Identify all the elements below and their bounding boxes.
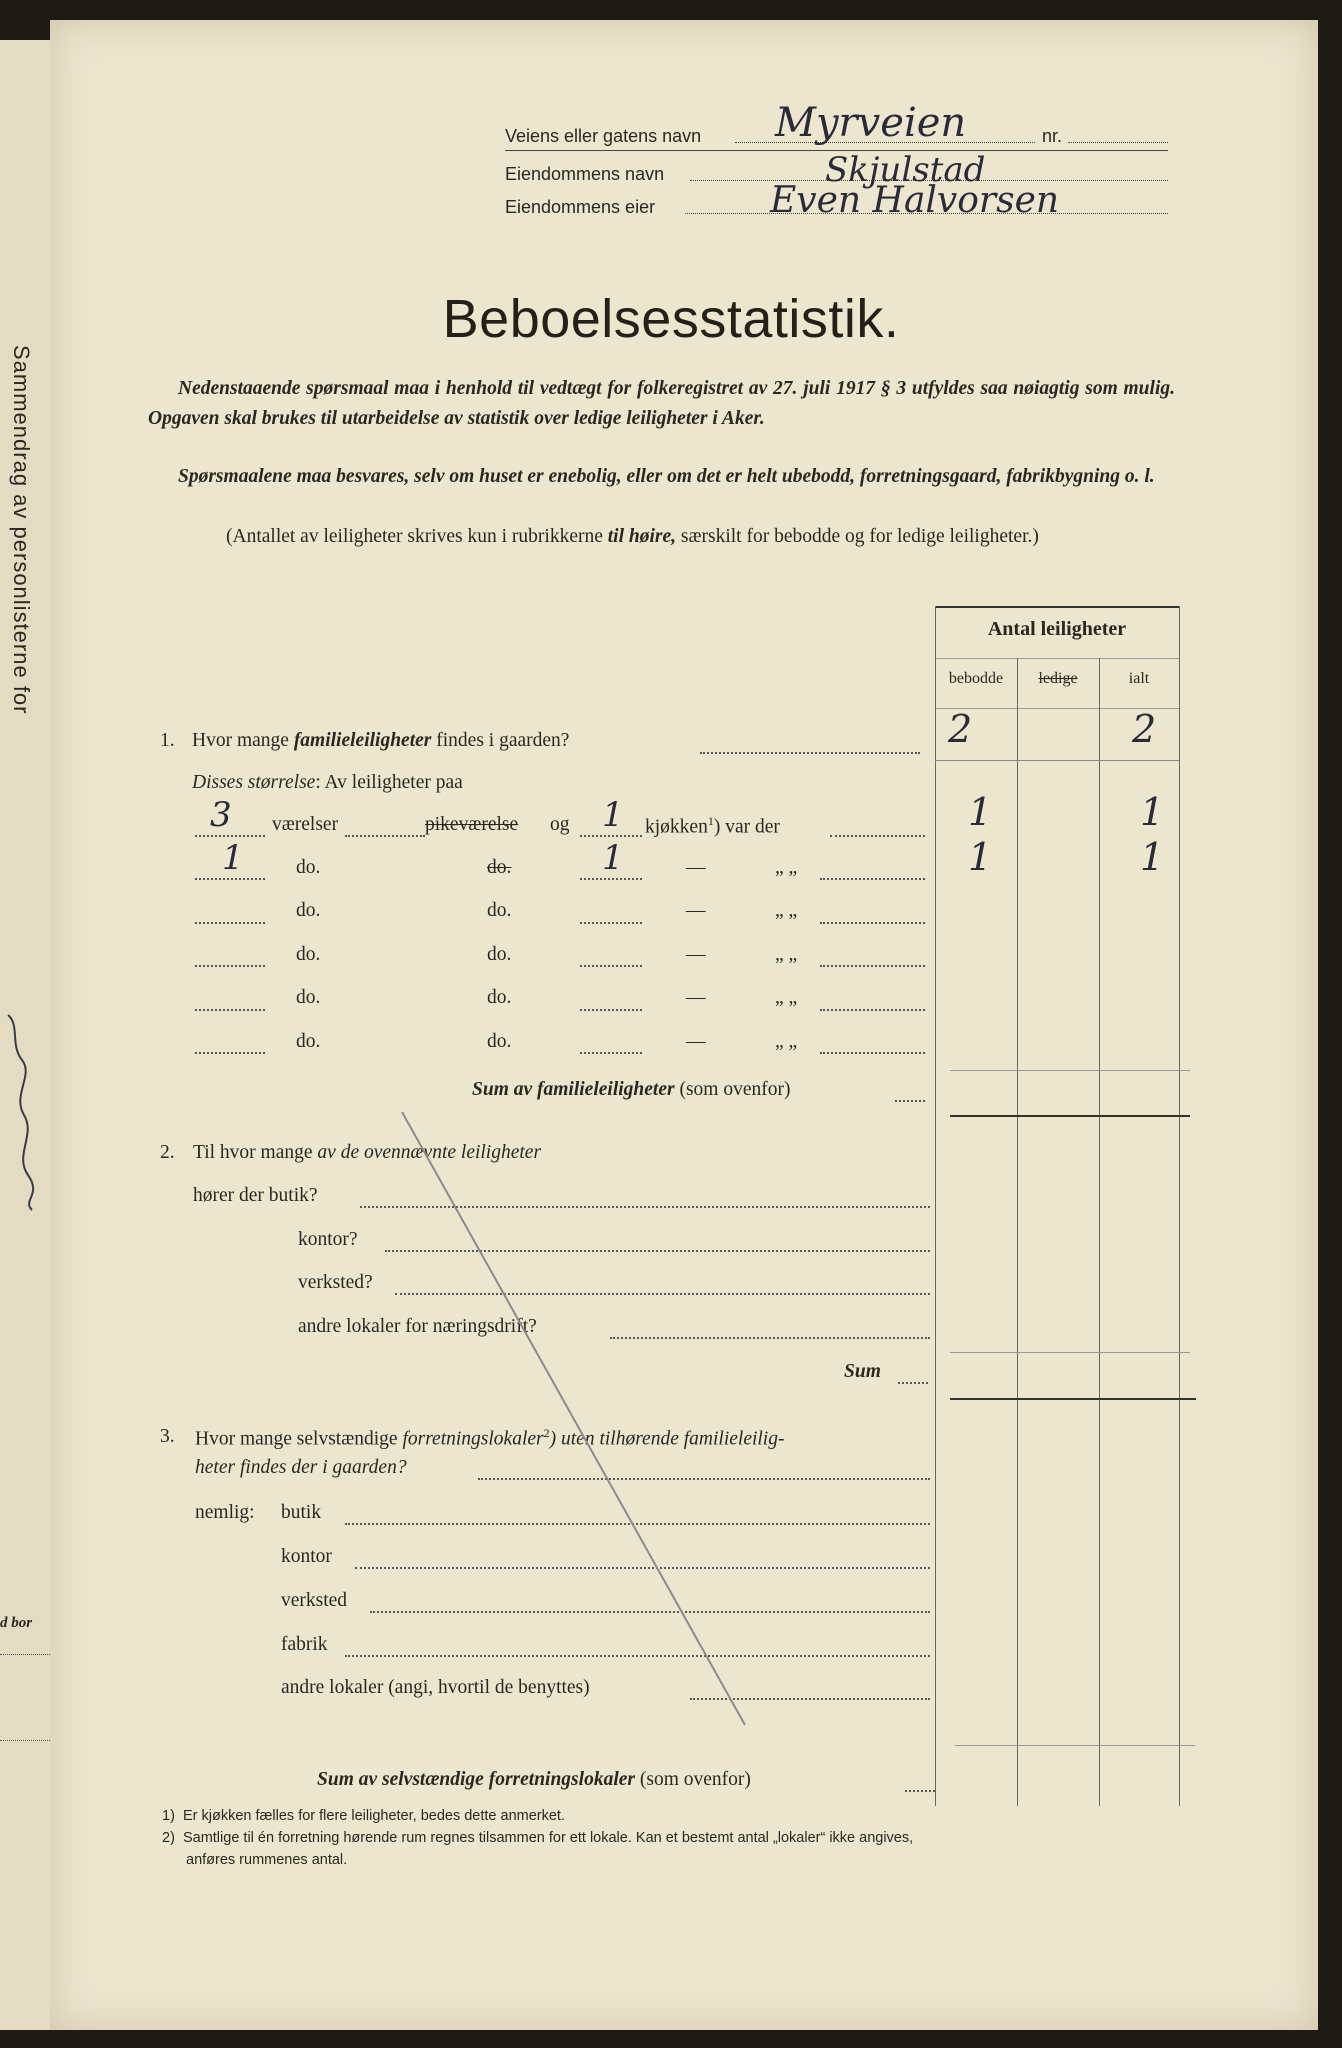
nr-label: nr. [1042, 126, 1063, 146]
q1-ialt-value: 2 [1132, 707, 1157, 751]
table-title: Antal leiligheter [987, 618, 1127, 640]
q2-verksted-label: verksted? [298, 1272, 373, 1293]
row6-ditto: „ „ [775, 1031, 798, 1052]
row5-dash: — [686, 987, 706, 1008]
intro-p3-b: til høire, [607, 526, 677, 547]
row5-ditto: „ „ [775, 987, 798, 1008]
q1-sizes-b: : Av leiligheter paa [315, 772, 463, 793]
row5-do-1: do. [296, 987, 321, 1008]
q2-text-b: av de ovennævnte leiligheter [317, 1142, 542, 1163]
q1-text-c: findes i gaarden? [431, 730, 570, 751]
owner-label: Eiendommens eier [505, 197, 656, 217]
q1-text-a: Hvor mange [192, 730, 294, 751]
q3-butik-label: butik [281, 1502, 322, 1523]
q2-kontor-label: kontor? [298, 1229, 358, 1250]
row5-do-2: do. [487, 987, 512, 1008]
side-vertical-text: Sammendrag av personlisterne for [9, 345, 34, 715]
q2-andre-label: andre lokaler for næringsdrift? [298, 1316, 537, 1337]
row2-ditto: „ „ [775, 857, 798, 878]
row2-ialt-value: 1 [1140, 835, 1165, 879]
property-label: Eiendommens navn [505, 164, 665, 184]
row2-vaerelser-value: 1 [222, 838, 244, 878]
street-label: Veiens eller gatens navn [505, 126, 702, 146]
row2-do-2: do. [487, 857, 512, 878]
intro-p3-a: (Antallet av leiligheter skrives kun i rubrikkerne [226, 526, 608, 547]
q1-sizes-a: Disses størrelse [192, 772, 316, 793]
footnote-2-text-a: Samtlige til én forretning hørende rum regnes tilsammen for ett lokale. Kan et bestemt antal „lokaler“ ikke angives, [182, 1830, 914, 1846]
q2-number: 2. [160, 1142, 175, 1163]
row1-og-label: og [550, 814, 570, 835]
side-bottom-text: d bor [0, 1615, 33, 1631]
row2-dash: — [686, 857, 706, 878]
q3-number: 3. [160, 1426, 175, 1447]
q3-nemlig-label: nemlig: [195, 1502, 255, 1523]
q2-butik-label: hører der butik? [193, 1185, 318, 1206]
property-value: Skjulstad [825, 150, 986, 190]
q1-number: 1. [160, 730, 175, 751]
row4-do-1: do. [296, 944, 321, 965]
footnote-2 [162, 1828, 913, 1848]
row3-do-2: do. [487, 900, 512, 921]
row2-bebodde-value: 1 [968, 835, 993, 879]
footnote-1 [162, 1806, 565, 1826]
q1-sum-a: Sum av familieleiligheter [472, 1079, 675, 1100]
row6-dash: — [686, 1031, 706, 1052]
row6-do-1: do. [296, 1031, 321, 1052]
row1-vaerelser-label: værelser [272, 814, 339, 835]
footnote-2-cont: anføres rummenes antal. [186, 1852, 348, 1868]
q2-text-a: Til hvor mange [193, 1142, 318, 1163]
q3-andre-label: andre lokaler (angi, hvortil de benyttes) [281, 1677, 590, 1698]
q3-text-c: ) uten tilhørende familieleilig- [549, 1428, 785, 1450]
q1-text-b: familieleiligheter [293, 730, 432, 751]
row4-dash: — [686, 944, 706, 965]
q3-verksted-label: verksted [281, 1590, 348, 1611]
footnote-1-text: Er kjøkken fælles for flere leiligheter, bedes dette anmerket. [182, 1808, 565, 1824]
row6-do-2: do. [487, 1031, 512, 1052]
row3-dash: — [686, 900, 706, 921]
q3-text-a: Hvor mange selvstændige [195, 1428, 403, 1450]
row2-do-1: do. [296, 857, 321, 878]
var-der-text: ) var der [713, 816, 780, 838]
row1-vaerelser-value: 3 [210, 795, 232, 835]
row4-do-2: do. [487, 944, 512, 965]
footnote-1-mark: 1) [162, 1808, 175, 1824]
row3-do-1: do. [296, 900, 321, 921]
col-header-bebodde: bebodde [948, 670, 1004, 687]
row1-ialt-value: 1 [1140, 790, 1165, 834]
page-title: Beboelsesstatistik. [442, 289, 900, 349]
q3-text-b: forretningslokaler [402, 1428, 544, 1450]
row3-ditto: „ „ [775, 900, 798, 921]
q3-sum-a: Sum av selvstændige forretningslokaler [317, 1769, 635, 1790]
row2-kjokken-value: 1 [602, 838, 624, 878]
owner-value: Even Halvorsen [770, 180, 1060, 221]
col-header-ialt: ialt [1128, 670, 1150, 687]
row1-pikevaerelse-label: pikeværelse [425, 814, 519, 835]
q3-sum-b: (som ovenfor) [634, 1769, 751, 1790]
q3-kontor-label: kontor [281, 1546, 332, 1567]
q1-sum-b: (som ovenfor) [674, 1079, 791, 1100]
q1-bebodde-value: 2 [948, 707, 973, 751]
intro-p1-text: Nedenstaaende spørsmaal maa i henhold til vedtægt for folkeregistret av 27. juli 1917 § 3 utfyldes saa nøiagtig som mulig. Opgaven skal brukes til utarbeidelse av statistik over ledige leiligheter i Aker. [148, 378, 1175, 429]
q3-text-d: heter findes der i gaarden? [195, 1457, 407, 1478]
row1-kjokken-value: 1 [602, 795, 624, 835]
q2-sum-label: Sum [844, 1361, 881, 1382]
kjokken-text: kjøkken [645, 816, 708, 838]
street-value: Myrveien [775, 100, 967, 146]
intro-p2-text: Spørsmaalene maa besvares, selv om huset er enebolig, eller om det er helt ubebodd, forretningsgaard, fabrikbygning o. l. [178, 466, 1155, 487]
row4-ditto: „ „ [775, 944, 798, 965]
row1-bebodde-value: 1 [968, 790, 993, 834]
q3-fabrik-label: fabrik [281, 1634, 328, 1655]
kjokken-footnote-mark: 1 [707, 814, 714, 828]
q3-footnote-mark: 2 [543, 1426, 550, 1440]
footnote-2-mark: 2) [162, 1830, 175, 1846]
intro-p3-c: særskilt for bebodde og for ledige leiligheter.) [676, 526, 1039, 547]
col-header-ledige: ledige [1038, 670, 1078, 687]
